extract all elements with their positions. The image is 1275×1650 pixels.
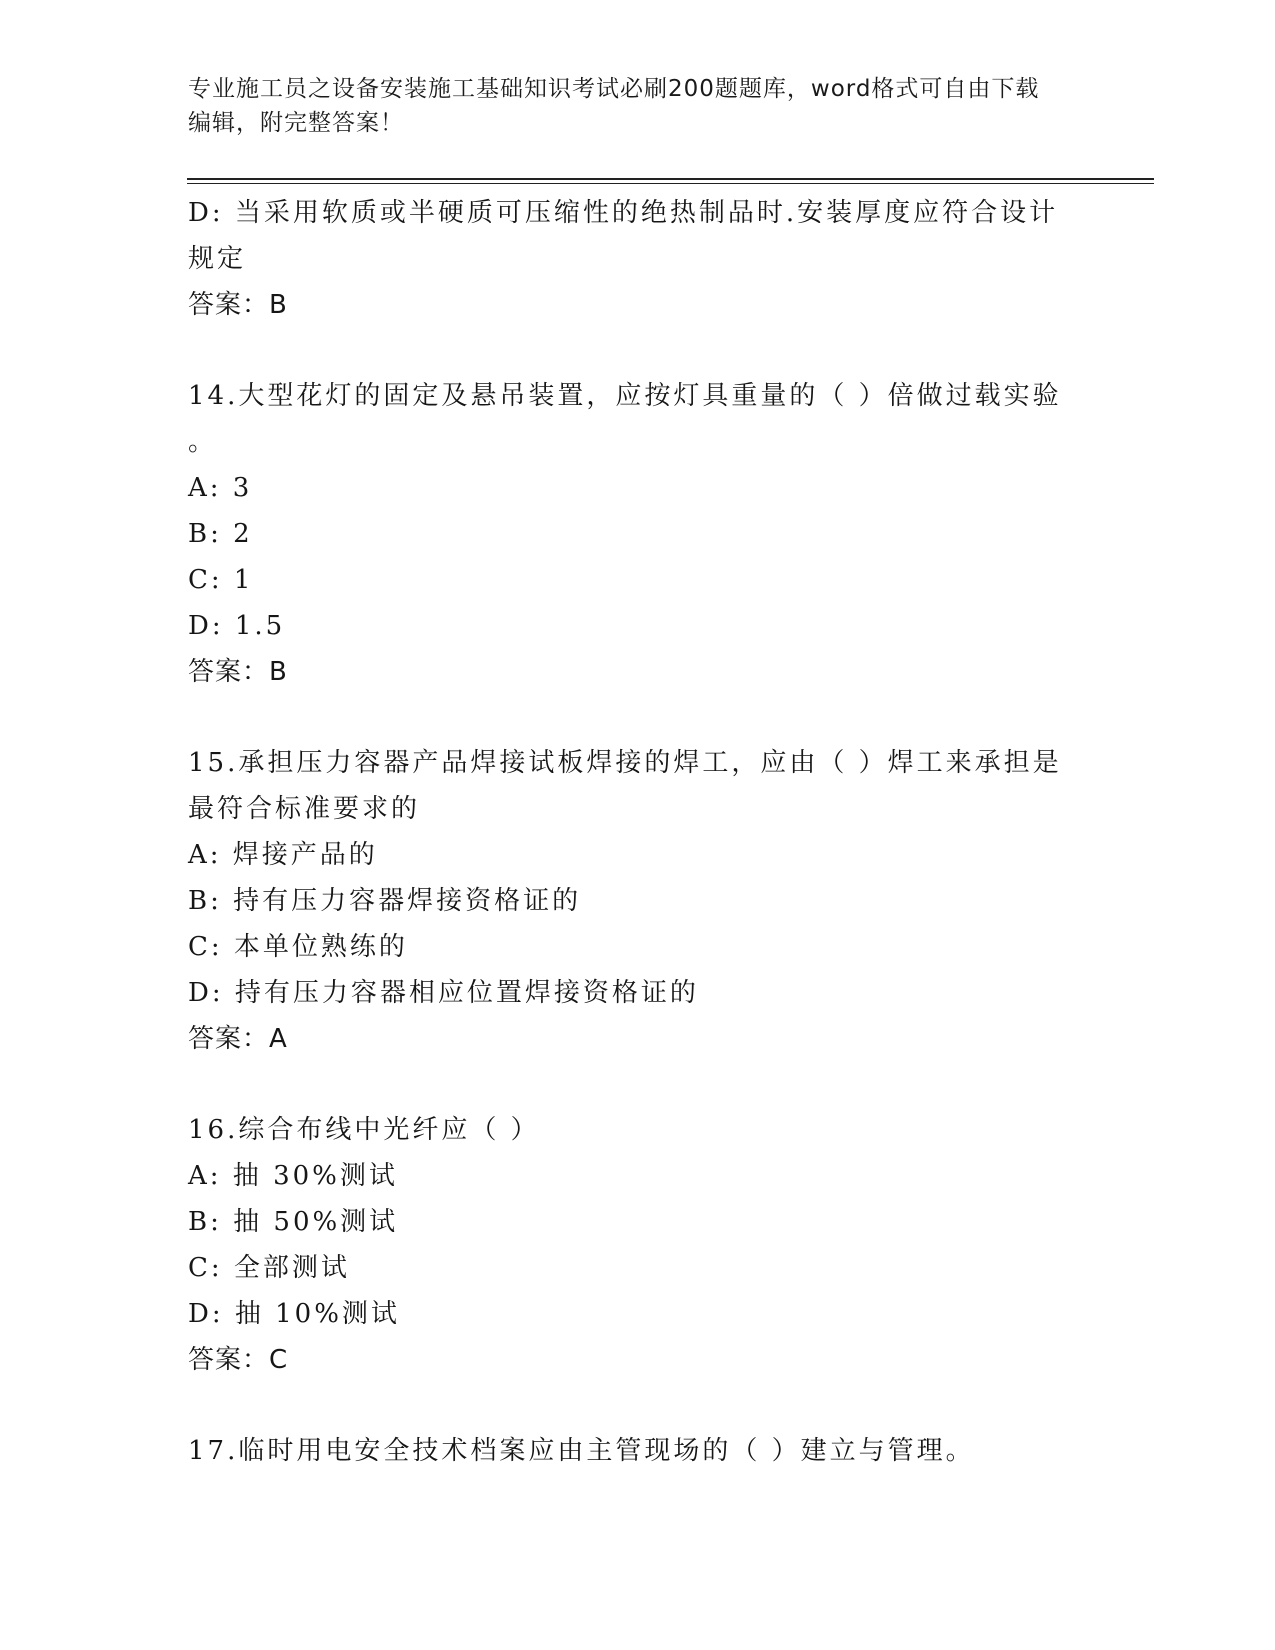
q16-option-a: A: 抽 30%测试 [188,1161,398,1191]
q14-option-a: A: 3 [188,473,253,503]
q16-option-c: C: 全部测试 [188,1253,350,1283]
question-17 [188,1428,1068,1474]
q15-stem-line-1: 15.承担压力容器产品焊接试板焊接的焊工，应由（ ）焊工来承担是 [188,748,1062,778]
q14-option-b: B: 2 [188,519,253,549]
question-14 [188,373,1068,695]
q16-option-b: B: 抽 50%测试 [188,1207,399,1237]
question-15 [188,740,1068,1062]
q16-stem-line-1: 16.综合布线中光纤应（ ） [188,1115,540,1145]
q14-option-d: D: 1.5 [188,611,286,641]
q16-answer: 答案：C [188,1345,289,1375]
q16-option-d: D: 抽 10%测试 [188,1299,400,1329]
document-body [188,190,1068,1474]
q13-option-d-line-1: D: 当采用软质或半硬质可压缩性的绝热制品时.安装厚度应符合设计 [188,198,1059,228]
q14-stem-line-2: 。 [188,427,218,457]
q13-option-d-line-2: 规定 [188,244,247,274]
header-rule-thin [187,183,1154,184]
header-rule-thick [187,178,1154,180]
header-title-line-1: 专业施工员之设备安装施工基础知识考试必刷200题题库，word格式可自由下载 [188,76,1040,102]
spacer [188,695,1068,740]
spacer [188,328,1068,373]
question-13-tail [188,190,1068,328]
spacer [188,1062,1068,1107]
q17-stem-line-1: 17.临时用电安全技术档案应由主管现场的（ ）建立与管理。 [188,1436,975,1466]
question-16 [188,1107,1068,1383]
q14-option-c: C: 1 [188,565,254,595]
q14-answer: 答案：B [188,657,288,687]
header-title-line-2: 编辑，附完整答案！ [188,110,404,136]
q15-stem-line-2: 最符合标准要求的 [188,794,421,824]
spacer [188,1383,1068,1428]
q15-answer: 答案：A [188,1024,288,1054]
q15-option-d: D: 持有压力容器相应位置焊接资格证的 [188,978,699,1008]
q15-option-c: C: 本单位熟练的 [188,932,408,962]
q15-option-a: A: 焊接产品的 [188,840,378,870]
q15-option-b: B: 持有压力容器焊接资格证的 [188,886,582,916]
document-header [188,72,1088,140]
q13-answer: 答案：B [188,290,288,320]
q14-stem-line-1: 14.大型花灯的固定及悬吊装置，应按灯具重量的（ ）倍做过载实验 [188,381,1062,411]
